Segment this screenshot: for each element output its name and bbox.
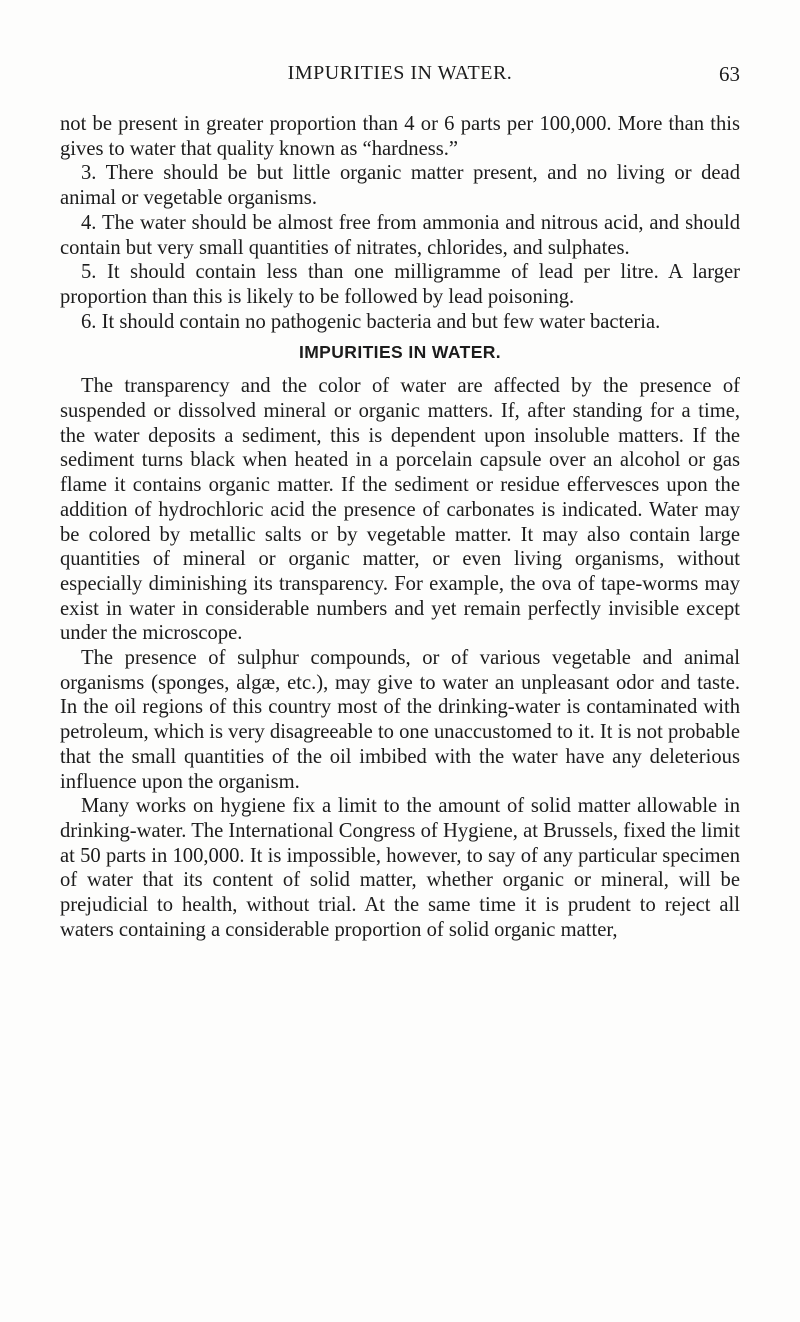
page-number: 63 [719, 62, 740, 86]
running-title: IMPURITIES IN WATER. [287, 62, 513, 84]
section-heading: IMPURITIES IN WATER. [298, 342, 502, 363]
paragraph-solid-matter: Many works on hygiene fix a limit to the amount of solid matter allowable in drinking-water. The International Congress of Hygiene, at Brussels, fixed the limit at 50 parts in 100,000. It is impossible, however, to say of any particular specimen of water that its content of solid matter, whether organic or mineral, will be prejudicial to health, without trial. At the same time it is prudent to reject all waters containing a considerable proportion of solid organic matter, [60, 795, 740, 941]
paragraph-transparency: The transparency and the color of water are affected by the presence of suspended or dissolved mineral or organic matters. If, after standing for a time, the water deposits a sediment, this is dependent upon insoluble matters. If the sediment turns black when heated in a porcelain capsule over an alcohol or gas flame it contains organic matter. If the sediment or residue effervesces upon the addition of hydrochloric acid the presence of carbonates is indicated. Water may be colored by metallic salts or by vegetable matter. It may also contain large quantities of mineral or organic matter, or even living organisms, without especially diminishing its transparency. For example, the ova of tape-worms may exist in water in considerable numbers and yet remain perfectly invisible except under the microscope. [60, 375, 740, 645]
continued-paragraph: not be present in greater proportion than 4 or 6 parts per 100,000. More than this gives to water that quality known as “hardness.” [60, 113, 740, 160]
running-head [60, 62, 740, 92]
list-item-6: 6. It should contain no pathogenic bacteria and but few water bacteria. [81, 310, 661, 333]
body-text [60, 112, 740, 943]
list-item-3: 3. There should be but little organic matter present, and no living or dead animal or vegetable organisms. [60, 162, 740, 210]
paragraph-odor-taste: The presence of sulphur compounds, or of various vegetable and animal organisms (sponges, algæ, etc.), may give to water an unpleasant odor and taste. In the oil regions of this country most of the drinking-water is contaminated with petroleum, which is very disagreeable to one unaccustomed to it. It is not probable that the small quantities of the oil imbibed with the water have any deleterious influence upon the organism. [60, 647, 740, 793]
list-item-5: 5. It should contain less than one milligramme of lead per litre. A larger proportion than this is likely to be followed by lead poisoning. [60, 261, 740, 308]
list-item-4: 4. The water should be almost free from ammonia and nitrous acid, and should contain but very small quantities of nitrates, chlorides, and sulphates. [60, 211, 740, 259]
